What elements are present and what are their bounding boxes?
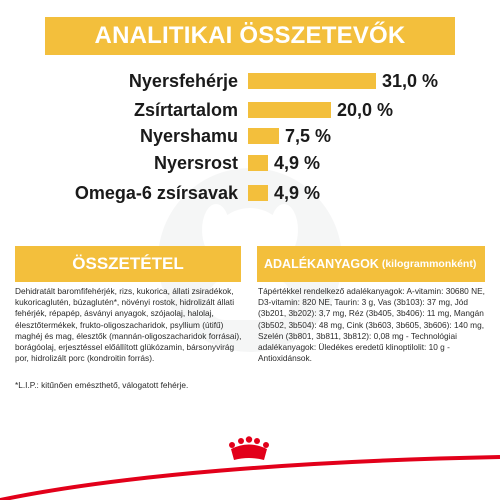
bar (248, 128, 279, 144)
composition-text: Dehidratált baromfifehérjék, rizs, kukorica, állati zsiradékok, kukoricaglutén, búzaglutén*, növényi rostok, hidrolizált állati fehérjék, répapép, ásványi anyagok, szójaolaj, halolaj, élesztőtermékek, frukto-oligoszacharidok, psyllium (útifű) maghéj és mag, élesztők (mannán-oligoszacharidok forrásai), borágóolaj, erjesztéssel előállított glükózamin, bársonyvirág por, hidrolizált porc (kondroitin forrás). (15, 286, 242, 364)
composition-footnote: *L.I.P.: kitűnően emészthető, válogatott fehérje. (15, 380, 189, 390)
additives-subtitle: (kilogrammonként) (381, 258, 477, 270)
category-label: Omega-6 zsírsavak (74, 183, 238, 203)
chart-title: ANALITIKAI ÖSSZETEVŐK (45, 17, 455, 55)
bar (248, 73, 376, 89)
additives-title: ADALÉKANYAGOK (264, 257, 379, 271)
bottom-red-curve (0, 455, 500, 500)
chart-row-crude-fat (0, 97, 500, 123)
chart-row-crude-protein (0, 68, 500, 94)
data-label: 4,9 % (274, 183, 321, 203)
data-label: 7,5 % (285, 126, 332, 146)
bar (248, 102, 331, 118)
data-label: 20,0 % (337, 100, 394, 120)
additives-header (257, 246, 485, 282)
chart-row-crude-ash (0, 123, 500, 149)
category-label: Nyershamu (139, 126, 238, 146)
chart-row-omega-6 (0, 180, 500, 206)
data-label: 4,9 % (274, 153, 321, 173)
data-label: 31,0 % (382, 71, 439, 91)
composition-header: ÖSSZETÉTEL (15, 246, 241, 282)
category-label: Nyersrost (153, 153, 238, 173)
additives-text: Tápértékkel rendelkező adalékanyagok: A-vitamin: 30680 NE, D3-vitamin: 820 NE, Taurin: 3 g, Vas (3b103): 37 mg, Jód (3b201, 3b202): 3,7 mg, Réz (3b405, 3b406): 11 mg, Mangán (3b502, 3b504): 48 mg, Cink (3b603, 3b605, 3b606): 140 mg, Szelén (3b801, 3b811, 3b812): 0,08 mg - Technológiai adalékanyagok: Üledékes eredetű klinoptilolit: 10 g - Antioxidánsok. (258, 286, 485, 364)
category-label: Zsírtartalom (133, 100, 238, 120)
chart-row-crude-fibre (0, 150, 500, 176)
bar (248, 155, 268, 171)
bar (248, 185, 268, 201)
category-label: Nyersfehérje (128, 71, 238, 91)
nutrient-bar-chart (0, 60, 500, 225)
